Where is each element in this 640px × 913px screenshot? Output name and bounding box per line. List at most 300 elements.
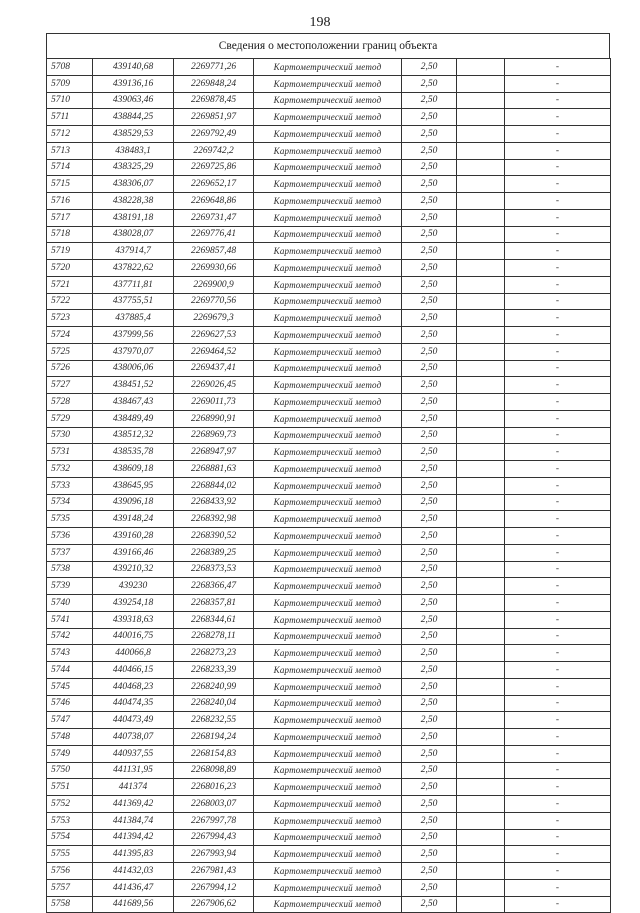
method-cell: Картометрический метод <box>254 193 402 210</box>
x-coordinate-cell: 437999,56 <box>93 327 174 344</box>
table-row <box>47 863 611 880</box>
dash-cell: - <box>505 662 611 679</box>
empty-cell <box>457 578 505 595</box>
dash-cell: - <box>505 561 611 578</box>
y-coordinate-cell: 2268273,23 <box>174 645 254 662</box>
dash-cell: - <box>505 879 611 896</box>
empty-cell <box>457 595 505 612</box>
error-cell: 2,50 <box>402 477 457 494</box>
y-coordinate-cell: 2268990,91 <box>174 410 254 427</box>
method-cell: Картометрический метод <box>254 578 402 595</box>
point-number-cell: 5741 <box>47 611 93 628</box>
y-coordinate-cell: 2269437,41 <box>174 360 254 377</box>
method-cell: Картометрический метод <box>254 745 402 762</box>
dash-cell: - <box>505 796 611 813</box>
x-coordinate-cell: 437970,07 <box>93 343 174 360</box>
table-row <box>47 662 611 679</box>
error-cell: 2,50 <box>402 611 457 628</box>
table-row <box>47 293 611 310</box>
error-cell: 2,50 <box>402 896 457 913</box>
point-number-cell: 5718 <box>47 226 93 243</box>
error-cell: 2,50 <box>402 176 457 193</box>
empty-cell <box>457 796 505 813</box>
error-cell: 2,50 <box>402 243 457 260</box>
error-cell: 2,50 <box>402 494 457 511</box>
dash-cell: - <box>505 611 611 628</box>
method-cell: Картометрический метод <box>254 109 402 126</box>
point-number-cell: 5751 <box>47 779 93 796</box>
point-number-cell: 5721 <box>47 276 93 293</box>
x-coordinate-cell: 439254,18 <box>93 595 174 612</box>
table-row <box>47 879 611 896</box>
dash-cell: - <box>505 209 611 226</box>
dash-cell: - <box>505 494 611 511</box>
error-cell: 2,50 <box>402 578 457 595</box>
point-number-cell: 5723 <box>47 310 93 327</box>
empty-cell <box>457 678 505 695</box>
dash-cell: - <box>505 343 611 360</box>
x-coordinate-cell: 437755,51 <box>93 293 174 310</box>
table-row <box>47 377 611 394</box>
method-cell: Картометрический метод <box>254 360 402 377</box>
method-cell: Картометрический метод <box>254 829 402 846</box>
x-coordinate-cell: 440466,15 <box>93 662 174 679</box>
method-cell: Картометрический метод <box>254 394 402 411</box>
y-coordinate-cell: 2269776,41 <box>174 226 254 243</box>
x-coordinate-cell: 441432,03 <box>93 863 174 880</box>
method-cell: Картометрический метод <box>254 59 402 76</box>
table-row <box>47 578 611 595</box>
method-cell: Картометрический метод <box>254 176 402 193</box>
empty-cell <box>457 762 505 779</box>
y-coordinate-cell: 2268390,52 <box>174 528 254 545</box>
table-row <box>47 745 611 762</box>
dash-cell: - <box>505 477 611 494</box>
table-body <box>47 59 611 913</box>
dash-cell: - <box>505 863 611 880</box>
point-number-cell: 5746 <box>47 695 93 712</box>
table-row <box>47 243 611 260</box>
y-coordinate-cell: 2269679,3 <box>174 310 254 327</box>
empty-cell <box>457 310 505 327</box>
y-coordinate-cell: 2268154,83 <box>174 745 254 762</box>
x-coordinate-cell: 438325,29 <box>93 159 174 176</box>
dash-cell: - <box>505 410 611 427</box>
empty-cell <box>457 209 505 226</box>
error-cell: 2,50 <box>402 678 457 695</box>
dash-cell: - <box>505 310 611 327</box>
x-coordinate-cell: 439318,63 <box>93 611 174 628</box>
dash-cell: - <box>505 511 611 528</box>
point-number-cell: 5716 <box>47 193 93 210</box>
empty-cell <box>457 226 505 243</box>
dash-cell: - <box>505 360 611 377</box>
method-cell: Картометрический метод <box>254 92 402 109</box>
y-coordinate-cell: 2269725,86 <box>174 159 254 176</box>
table-row <box>47 276 611 293</box>
error-cell: 2,50 <box>402 142 457 159</box>
empty-cell <box>457 779 505 796</box>
empty-cell <box>457 662 505 679</box>
table-row <box>47 109 611 126</box>
x-coordinate-cell: 438028,07 <box>93 226 174 243</box>
table-row <box>47 360 611 377</box>
dash-cell: - <box>505 59 611 76</box>
y-coordinate-cell: 2268947,97 <box>174 444 254 461</box>
point-number-cell: 5749 <box>47 745 93 762</box>
dash-cell: - <box>505 92 611 109</box>
table-row <box>47 762 611 779</box>
dash-cell: - <box>505 293 611 310</box>
x-coordinate-cell: 439063,46 <box>93 92 174 109</box>
dash-cell: - <box>505 109 611 126</box>
method-cell: Картометрический метод <box>254 812 402 829</box>
method-cell: Картометрический метод <box>254 159 402 176</box>
x-coordinate-cell: 439140,68 <box>93 59 174 76</box>
dash-cell: - <box>505 176 611 193</box>
error-cell: 2,50 <box>402 126 457 143</box>
y-coordinate-cell: 2269771,26 <box>174 59 254 76</box>
table-row <box>47 528 611 545</box>
table-row <box>47 142 611 159</box>
error-cell: 2,50 <box>402 729 457 746</box>
x-coordinate-cell: 440738,07 <box>93 729 174 746</box>
empty-cell <box>457 327 505 344</box>
empty-cell <box>457 628 505 645</box>
y-coordinate-cell: 2269742,2 <box>174 142 254 159</box>
x-coordinate-cell: 441689,56 <box>93 896 174 913</box>
point-number-cell: 5737 <box>47 544 93 561</box>
table-row <box>47 611 611 628</box>
table-row <box>47 729 611 746</box>
empty-cell <box>457 394 505 411</box>
y-coordinate-cell: 2268278,11 <box>174 628 254 645</box>
table-row <box>47 444 611 461</box>
dash-cell: - <box>505 260 611 277</box>
empty-cell <box>457 528 505 545</box>
table-row <box>47 494 611 511</box>
table-row <box>47 159 611 176</box>
method-cell: Картометрический метод <box>254 427 402 444</box>
method-cell: Картометрический метод <box>254 863 402 880</box>
y-coordinate-cell: 2269770,56 <box>174 293 254 310</box>
method-cell: Картометрический метод <box>254 779 402 796</box>
empty-cell <box>457 159 505 176</box>
table-row <box>47 561 611 578</box>
y-coordinate-cell: 2269011,73 <box>174 394 254 411</box>
point-number-cell: 5709 <box>47 75 93 92</box>
empty-cell <box>457 829 505 846</box>
empty-cell <box>457 343 505 360</box>
table-row <box>47 796 611 813</box>
x-coordinate-cell: 438467,43 <box>93 394 174 411</box>
y-coordinate-cell: 2268969,73 <box>174 427 254 444</box>
error-cell: 2,50 <box>402 812 457 829</box>
x-coordinate-cell: 438191,18 <box>93 209 174 226</box>
dash-cell: - <box>505 394 611 411</box>
dash-cell: - <box>505 528 611 545</box>
error-cell: 2,50 <box>402 544 457 561</box>
method-cell: Картометрический метод <box>254 260 402 277</box>
y-coordinate-cell: 2268373,53 <box>174 561 254 578</box>
x-coordinate-cell: 437822,62 <box>93 260 174 277</box>
method-cell: Картометрический метод <box>254 762 402 779</box>
dash-cell: - <box>505 846 611 863</box>
point-number-cell: 5738 <box>47 561 93 578</box>
point-number-cell: 5743 <box>47 645 93 662</box>
method-cell: Картометрический метод <box>254 142 402 159</box>
table-row <box>47 461 611 478</box>
point-number-cell: 5724 <box>47 327 93 344</box>
y-coordinate-cell: 2269026,45 <box>174 377 254 394</box>
method-cell: Картометрический метод <box>254 243 402 260</box>
method-cell: Картометрический метод <box>254 276 402 293</box>
empty-cell <box>457 142 505 159</box>
error-cell: 2,50 <box>402 293 457 310</box>
point-number-cell: 5747 <box>47 712 93 729</box>
dash-cell: - <box>505 678 611 695</box>
error-cell: 2,50 <box>402 209 457 226</box>
x-coordinate-cell: 441131,95 <box>93 762 174 779</box>
empty-cell <box>457 896 505 913</box>
method-cell: Картометрический метод <box>254 343 402 360</box>
error-cell: 2,50 <box>402 310 457 327</box>
y-coordinate-cell: 2269464,52 <box>174 343 254 360</box>
empty-cell <box>457 477 505 494</box>
y-coordinate-cell: 2268433,92 <box>174 494 254 511</box>
x-coordinate-cell: 439136,16 <box>93 75 174 92</box>
x-coordinate-cell: 439160,28 <box>93 528 174 545</box>
point-number-cell: 5720 <box>47 260 93 277</box>
y-coordinate-cell: 2268389,25 <box>174 544 254 561</box>
x-coordinate-cell: 440468,23 <box>93 678 174 695</box>
empty-cell <box>457 863 505 880</box>
point-number-cell: 5758 <box>47 896 93 913</box>
empty-cell <box>457 812 505 829</box>
error-cell: 2,50 <box>402 193 457 210</box>
point-number-cell: 5736 <box>47 528 93 545</box>
empty-cell <box>457 377 505 394</box>
y-coordinate-cell: 2269792,49 <box>174 126 254 143</box>
method-cell: Картометрический метод <box>254 544 402 561</box>
empty-cell <box>457 879 505 896</box>
error-cell: 2,50 <box>402 645 457 662</box>
table-row <box>47 712 611 729</box>
x-coordinate-cell: 438228,38 <box>93 193 174 210</box>
method-cell: Картометрический метод <box>254 695 402 712</box>
point-number-cell: 5719 <box>47 243 93 260</box>
dash-cell: - <box>505 745 611 762</box>
y-coordinate-cell: 2268016,23 <box>174 779 254 796</box>
empty-cell <box>457 494 505 511</box>
empty-cell <box>457 511 505 528</box>
point-number-cell: 5757 <box>47 879 93 896</box>
boundary-table-sheet <box>46 33 610 913</box>
x-coordinate-cell: 437711,81 <box>93 276 174 293</box>
empty-cell <box>457 410 505 427</box>
error-cell: 2,50 <box>402 511 457 528</box>
dash-cell: - <box>505 645 611 662</box>
dash-cell: - <box>505 461 611 478</box>
x-coordinate-cell: 440937,55 <box>93 745 174 762</box>
empty-cell <box>457 846 505 863</box>
x-coordinate-cell: 438483,1 <box>93 142 174 159</box>
method-cell: Картометрический метод <box>254 377 402 394</box>
empty-cell <box>457 427 505 444</box>
y-coordinate-cell: 2269848,24 <box>174 75 254 92</box>
dash-cell: - <box>505 595 611 612</box>
table-row <box>47 226 611 243</box>
y-coordinate-cell: 2268233,39 <box>174 662 254 679</box>
point-number-cell: 5712 <box>47 126 93 143</box>
empty-cell <box>457 260 505 277</box>
table-row <box>47 209 611 226</box>
y-coordinate-cell: 2267906,62 <box>174 896 254 913</box>
method-cell: Картометрический метод <box>254 126 402 143</box>
x-coordinate-cell: 440016,75 <box>93 628 174 645</box>
point-number-cell: 5714 <box>47 159 93 176</box>
point-number-cell: 5748 <box>47 729 93 746</box>
y-coordinate-cell: 2268366,47 <box>174 578 254 595</box>
table-row <box>47 427 611 444</box>
empty-cell <box>457 461 505 478</box>
dash-cell: - <box>505 427 611 444</box>
dash-cell: - <box>505 75 611 92</box>
x-coordinate-cell: 439166,46 <box>93 544 174 561</box>
error-cell: 2,50 <box>402 276 457 293</box>
y-coordinate-cell: 2269900,9 <box>174 276 254 293</box>
dash-cell: - <box>505 762 611 779</box>
point-number-cell: 5710 <box>47 92 93 109</box>
x-coordinate-cell: 438006,06 <box>93 360 174 377</box>
empty-cell <box>457 92 505 109</box>
method-cell: Картометрический метод <box>254 310 402 327</box>
method-cell: Картометрический метод <box>254 293 402 310</box>
error-cell: 2,50 <box>402 394 457 411</box>
dash-cell: - <box>505 159 611 176</box>
dash-cell: - <box>505 712 611 729</box>
dash-cell: - <box>505 779 611 796</box>
point-number-cell: 5729 <box>47 410 93 427</box>
table-row <box>47 846 611 863</box>
dash-cell: - <box>505 695 611 712</box>
point-number-cell: 5734 <box>47 494 93 511</box>
y-coordinate-cell: 2269878,45 <box>174 92 254 109</box>
y-coordinate-cell: 2268357,81 <box>174 595 254 612</box>
dash-cell: - <box>505 829 611 846</box>
y-coordinate-cell: 2267994,12 <box>174 879 254 896</box>
error-cell: 2,50 <box>402 75 457 92</box>
y-coordinate-cell: 2269731,47 <box>174 209 254 226</box>
error-cell: 2,50 <box>402 779 457 796</box>
empty-cell <box>457 444 505 461</box>
y-coordinate-cell: 2268232,55 <box>174 712 254 729</box>
x-coordinate-cell: 439148,24 <box>93 511 174 528</box>
error-cell: 2,50 <box>402 92 457 109</box>
y-coordinate-cell: 2268098,89 <box>174 762 254 779</box>
y-coordinate-cell: 2269652,17 <box>174 176 254 193</box>
x-coordinate-cell: 438306,07 <box>93 176 174 193</box>
table-row <box>47 394 611 411</box>
point-number-cell: 5750 <box>47 762 93 779</box>
y-coordinate-cell: 2267994,43 <box>174 829 254 846</box>
point-number-cell: 5739 <box>47 578 93 595</box>
dash-cell: - <box>505 142 611 159</box>
dash-cell: - <box>505 544 611 561</box>
dash-cell: - <box>505 578 611 595</box>
x-coordinate-cell: 440474,35 <box>93 695 174 712</box>
point-number-cell: 5722 <box>47 293 93 310</box>
dash-cell: - <box>505 377 611 394</box>
x-coordinate-cell: 438609,18 <box>93 461 174 478</box>
error-cell: 2,50 <box>402 528 457 545</box>
method-cell: Картометрический метод <box>254 561 402 578</box>
point-number-cell: 5728 <box>47 394 93 411</box>
point-number-cell: 5756 <box>47 863 93 880</box>
empty-cell <box>457 293 505 310</box>
table-row <box>47 511 611 528</box>
x-coordinate-cell: 441384,74 <box>93 812 174 829</box>
table-row <box>47 260 611 277</box>
point-number-cell: 5733 <box>47 477 93 494</box>
point-number-cell: 5732 <box>47 461 93 478</box>
empty-cell <box>457 59 505 76</box>
dash-cell: - <box>505 729 611 746</box>
error-cell: 2,50 <box>402 695 457 712</box>
method-cell: Картометрический метод <box>254 796 402 813</box>
table-row <box>47 75 611 92</box>
y-coordinate-cell: 2268344,61 <box>174 611 254 628</box>
dash-cell: - <box>505 276 611 293</box>
empty-cell <box>457 243 505 260</box>
x-coordinate-cell: 440473,49 <box>93 712 174 729</box>
empty-cell <box>457 561 505 578</box>
y-coordinate-cell: 2267997,78 <box>174 812 254 829</box>
error-cell: 2,50 <box>402 461 457 478</box>
table-row <box>47 779 611 796</box>
empty-cell <box>457 729 505 746</box>
dash-cell: - <box>505 628 611 645</box>
table-row <box>47 477 611 494</box>
error-cell: 2,50 <box>402 561 457 578</box>
empty-cell <box>457 645 505 662</box>
dash-cell: - <box>505 126 611 143</box>
error-cell: 2,50 <box>402 377 457 394</box>
error-cell: 2,50 <box>402 327 457 344</box>
point-number-cell: 5725 <box>47 343 93 360</box>
method-cell: Картометрический метод <box>254 209 402 226</box>
x-coordinate-cell: 439230 <box>93 578 174 595</box>
y-coordinate-cell: 2267981,43 <box>174 863 254 880</box>
point-number-cell: 5717 <box>47 209 93 226</box>
point-number-cell: 5753 <box>47 812 93 829</box>
dash-cell: - <box>505 193 611 210</box>
method-cell: Картометрический метод <box>254 75 402 92</box>
point-number-cell: 5731 <box>47 444 93 461</box>
table-title: Сведения о местоположении границ объекта <box>46 33 610 58</box>
method-cell: Картометрический метод <box>254 678 402 695</box>
table-row <box>47 812 611 829</box>
method-cell: Картометрический метод <box>254 461 402 478</box>
table-row <box>47 678 611 695</box>
empty-cell <box>457 276 505 293</box>
point-number-cell: 5726 <box>47 360 93 377</box>
empty-cell <box>457 193 505 210</box>
error-cell: 2,50 <box>402 360 457 377</box>
point-number-cell: 5742 <box>47 628 93 645</box>
error-cell: 2,50 <box>402 796 457 813</box>
x-coordinate-cell: 438529,53 <box>93 126 174 143</box>
